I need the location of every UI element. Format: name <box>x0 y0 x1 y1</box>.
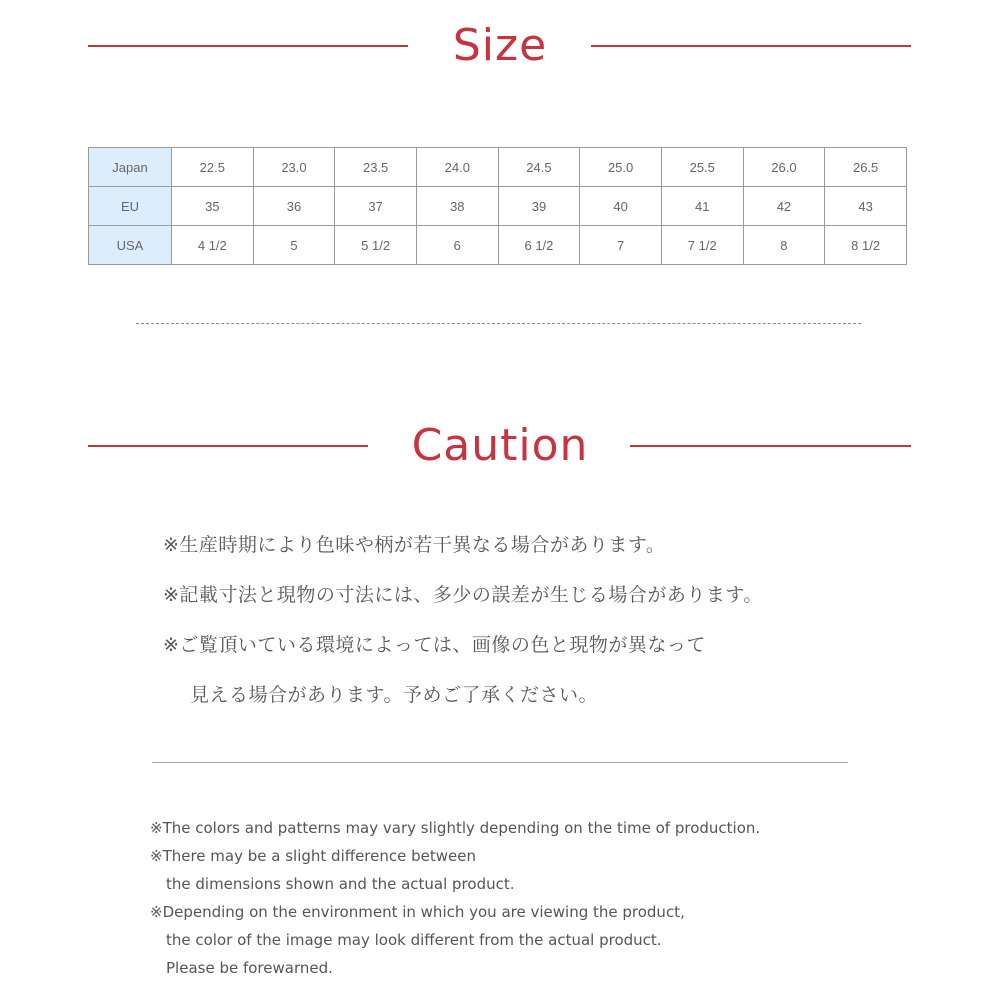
caution-english-notes <box>150 814 870 982</box>
row-label-eu: EU <box>89 187 172 226</box>
caution-jp-line: ※記載寸法と現物の寸法には、多少の誤差が生じる場合があります。 <box>163 584 763 606</box>
size-cell: 6 <box>416 226 498 265</box>
caution-jp-line: ※生産時期により色味や柄が若干異なる場合があります。 <box>163 534 666 556</box>
caution-rule-right <box>630 445 911 447</box>
size-rule-right <box>591 45 911 47</box>
size-cell: 43 <box>825 187 907 226</box>
size-cell: 22.5 <box>172 148 254 187</box>
size-cell: 40 <box>580 187 662 226</box>
caution-en-line: Please be forewarned. <box>166 959 333 977</box>
size-cell: 8 <box>743 226 825 265</box>
size-row-japan <box>89 148 907 187</box>
size-cell: 5 <box>253 226 335 265</box>
size-cell: 23.5 <box>335 148 417 187</box>
size-cell: 7 1/2 <box>661 226 743 265</box>
caution-title: Caution <box>411 420 589 471</box>
size-cell: 42 <box>743 187 825 226</box>
caution-en-line: ※Depending on the environment in which you are viewing the product, <box>150 903 685 921</box>
section-divider <box>152 762 848 763</box>
size-table <box>88 147 907 265</box>
size-cell: 25.5 <box>661 148 743 187</box>
caution-en-line: ※There may be a slight difference between <box>150 847 476 865</box>
caution-japanese-notes <box>163 528 863 728</box>
size-cell: 39 <box>498 187 580 226</box>
row-label-usa: USA <box>89 226 172 265</box>
caution-en-line: the color of the image may look different from the actual product. <box>166 931 662 949</box>
row-label-japan: Japan <box>89 148 172 187</box>
size-title: Size <box>452 20 548 71</box>
size-cell: 7 <box>580 226 662 265</box>
size-cell: 6 1/2 <box>498 226 580 265</box>
caution-jp-line: 見える場合があります。予めご了承ください。 <box>190 684 598 706</box>
size-cell: 25.0 <box>580 148 662 187</box>
size-heading <box>0 16 1000 76</box>
size-cell: 24.5 <box>498 148 580 187</box>
size-cell: 8 1/2 <box>825 226 907 265</box>
size-cell: 5 1/2 <box>335 226 417 265</box>
size-cell: 26.5 <box>825 148 907 187</box>
size-cell: 35 <box>172 187 254 226</box>
size-cell: 38 <box>416 187 498 226</box>
size-cell: 24.0 <box>416 148 498 187</box>
size-cell: 36 <box>253 187 335 226</box>
size-cell: 4 1/2 <box>172 226 254 265</box>
caution-en-line: ※The colors and patterns may vary slightly depending on the time of production. <box>150 819 761 837</box>
caution-heading <box>0 416 1000 476</box>
size-cell: 26.0 <box>743 148 825 187</box>
size-cell: 23.0 <box>253 148 335 187</box>
size-row-eu <box>89 187 907 226</box>
size-cell: 37 <box>335 187 417 226</box>
caution-en-line: the dimensions shown and the actual product. <box>166 875 515 893</box>
caution-jp-line: ※ご覧頂いている環境によっては、画像の色と現物が異なって <box>163 634 706 656</box>
dashed-divider <box>136 323 861 324</box>
size-cell: 41 <box>661 187 743 226</box>
size-row-usa <box>89 226 907 265</box>
